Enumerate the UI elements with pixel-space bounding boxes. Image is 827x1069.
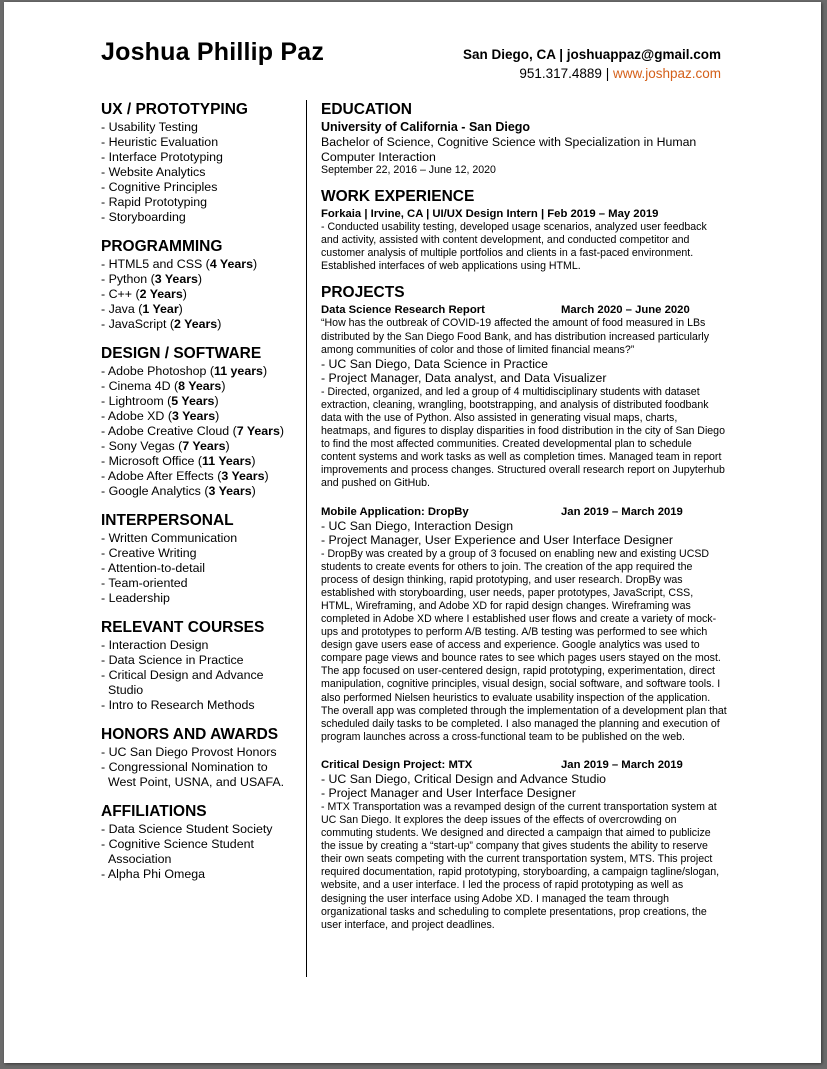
skill-item: - JavaScript (2 Years) bbox=[101, 317, 296, 332]
skill-label: Written Communication bbox=[108, 531, 238, 545]
skill-years: 3 Years bbox=[171, 409, 216, 423]
project-description: - DropBy was created by a group of 3 focused on enabling new and existing UCSD students to create events for others to join. The creation of the app required the process of design thinking, rapid prototyping, and user research. DropBy was established with storyboarding, user needs, paper prototypes, JavaScript, CSS, HTML, Wireframing, and Adobe XD for rapid design changes. Wireframing was completed in Adobe XD where I established user flows and create a variety of mock-ups and prototypes to perform A/B testing. A/B testing was performed to see which design gave users ease of access and experience. Google analytics was used to compare page views and bounce rates to see which pages users stayed on the most. The app focused on user-centered design, rapid prototyping, experimentation, direct manipulation, cognitive principles, visual design, social software, and software tools. I also performed Nielsen heuristics to evaluate usability inspection of the application. The overall app was completed through the implementation of a development plan that scheduled daily tasks to be completed. I also managed the planning and execution of program launches across a cross-functional team to be published on the web. bbox=[321, 547, 727, 743]
skill-label: Storyboarding bbox=[108, 210, 186, 224]
skill-label: Rapid Prototyping bbox=[108, 195, 208, 209]
right-column bbox=[321, 100, 727, 946]
contact-info bbox=[463, 45, 721, 83]
project-course: - UC San Diego, Data Science in Practice bbox=[321, 356, 548, 371]
project-name: Mobile Application: DropBy bbox=[321, 505, 469, 518]
left-section bbox=[101, 725, 296, 790]
project-role: - Project Manager, User Experience and User Interface Designer bbox=[321, 533, 673, 547]
skill-item: - Python (3 Years) bbox=[101, 272, 296, 287]
left-section-title: DESIGN / SOFTWARE bbox=[101, 345, 262, 362]
skill-item bbox=[101, 561, 296, 576]
skill-years: 7 Years bbox=[236, 424, 280, 438]
project-dates: Jan 2019 – March 2019 bbox=[561, 758, 683, 771]
work-description: - Conducted usability testing, developed usage scenarios, analyzed user feedback and activity, assisted with content development, and conducted competitor and customer analysis of multiple portfolios and clients in a fast-paced environment. Established interfaces of web applications using HTML. bbox=[321, 221, 707, 273]
skill-item: - Microsoft Office (11 Years) bbox=[101, 454, 296, 469]
skill-label: Attention-to-detail bbox=[107, 561, 206, 575]
skill-label: Cognitive Science Student Association bbox=[108, 837, 254, 866]
project-entry bbox=[321, 303, 727, 490]
project-question: “How has the outbreak of COVID-19 affected the amount of food measured in LBs distributed by the San Diego Food Bank, and has distribution increased particularly among communities of color and those of limited financial means?” bbox=[321, 317, 710, 356]
skill-item bbox=[101, 150, 296, 165]
column-divider bbox=[306, 100, 307, 977]
left-column bbox=[101, 100, 296, 894]
candidate-name: Joshua Phillip Paz bbox=[101, 38, 325, 66]
education-dates: September 22, 2016 – June 12, 2020 bbox=[321, 164, 496, 176]
skill-label: Critical Design and Advance Studio bbox=[108, 668, 264, 697]
skill-item: - Adobe Creative Cloud (7 Years) bbox=[101, 424, 296, 439]
work-section bbox=[321, 187, 727, 273]
left-section bbox=[101, 618, 296, 713]
skill-item bbox=[101, 135, 296, 150]
skill-item: - Adobe XD (3 Years) bbox=[101, 409, 296, 424]
skill-item bbox=[101, 546, 296, 561]
skill-years: 2 Years bbox=[139, 287, 183, 301]
project-entry bbox=[321, 505, 727, 744]
skill-years: 4 Years bbox=[209, 257, 253, 271]
left-section bbox=[101, 511, 296, 606]
skill-label: Interface Prototyping bbox=[108, 150, 223, 164]
left-section bbox=[101, 344, 296, 499]
skill-years: 11 years bbox=[214, 364, 263, 378]
skill-label: Data Science Student Society bbox=[108, 822, 273, 836]
project-entry bbox=[321, 758, 727, 932]
skill-item bbox=[101, 668, 296, 698]
left-section-title: RELEVANT COURSES bbox=[101, 619, 265, 636]
skill-item: - C++ (2 Years) bbox=[101, 287, 296, 302]
work-title: WORK EXPERIENCE bbox=[321, 188, 475, 206]
left-section-title: INTERPERSONAL bbox=[101, 512, 234, 529]
skill-item bbox=[101, 653, 296, 668]
skill-label: Team-oriented bbox=[108, 576, 188, 590]
left-section-list bbox=[101, 531, 296, 606]
project-role: - Project Manager and User Interface Designer bbox=[321, 786, 576, 801]
degree: Bachelor of Science, Cognitive Science with Specialization in Human Computer Interaction bbox=[321, 135, 697, 164]
skill-item: - Google Analytics (3 Years) bbox=[101, 484, 296, 499]
skill-years: 8 Years bbox=[178, 379, 222, 393]
skill-item: - Sony Vegas (7 Years) bbox=[101, 439, 296, 454]
left-section bbox=[101, 237, 296, 332]
skill-label: C++ bbox=[108, 287, 132, 301]
project-dates: March 2020 – June 2020 bbox=[561, 304, 690, 317]
skill-years: 5 Years bbox=[171, 394, 215, 408]
skill-label: HTML5 and CSS bbox=[108, 257, 203, 271]
skill-item bbox=[101, 837, 296, 867]
skill-label: Congressional Nomination to West Point, USNA, and USAFA. bbox=[108, 760, 285, 789]
skill-label: Adobe XD bbox=[107, 409, 165, 423]
skill-label: Python bbox=[108, 272, 148, 286]
skill-item bbox=[101, 822, 296, 837]
school-name: University of California - San Diego bbox=[321, 120, 531, 134]
skill-item bbox=[101, 120, 296, 135]
skill-label: Adobe After Effects bbox=[107, 469, 214, 483]
skill-item bbox=[101, 745, 296, 760]
skill-label: UC San Diego Provost Honors bbox=[108, 745, 277, 759]
skill-item bbox=[101, 760, 296, 790]
skill-label: Data Science in Practice bbox=[108, 653, 244, 667]
left-section-list bbox=[101, 822, 296, 882]
skill-item bbox=[101, 180, 296, 195]
project-course: - UC San Diego, Interaction Design bbox=[321, 518, 514, 533]
skill-item: - Java (1 Year) bbox=[101, 302, 296, 317]
left-section bbox=[101, 100, 296, 225]
project-name: Data Science Research Report bbox=[321, 304, 485, 317]
left-section-title: HONORS AND AWARDS bbox=[101, 726, 279, 743]
skill-label: Microsoft Office bbox=[108, 454, 195, 468]
skill-years: 3 Years bbox=[221, 469, 265, 483]
education-title: EDUCATION bbox=[321, 101, 412, 118]
skill-years: 2 Years bbox=[174, 317, 218, 331]
left-section-list bbox=[101, 257, 296, 332]
left-section-list bbox=[101, 638, 296, 713]
skill-item bbox=[101, 210, 296, 225]
skill-item bbox=[101, 165, 296, 180]
skill-label: Sony Vegas bbox=[108, 439, 175, 453]
skill-years: 3 Years bbox=[208, 484, 252, 498]
skill-item bbox=[101, 195, 296, 210]
skill-label: JavaScript bbox=[108, 317, 167, 331]
work-heading: Forkaia | Irvine, CA | UI/UX Design Intern | Feb 2019 – May 2019 bbox=[321, 208, 659, 221]
skill-label: Usability Testing bbox=[108, 120, 198, 134]
skill-item: - HTML5 and CSS (4 Years) bbox=[101, 257, 296, 272]
left-section-list bbox=[101, 364, 296, 499]
projects-section bbox=[321, 283, 727, 931]
left-section-title: PROGRAMMING bbox=[101, 238, 223, 255]
projects-list bbox=[321, 303, 727, 931]
project-role: - Project Manager, Data analyst, and Data Visualizer bbox=[321, 371, 607, 386]
left-section-title: AFFILIATIONS bbox=[101, 803, 207, 820]
skill-item bbox=[101, 638, 296, 653]
skill-item bbox=[101, 698, 296, 713]
location-email: San Diego, CA | joshuappaz@gmail.com bbox=[463, 47, 721, 62]
skill-label: Heuristic Evaluation bbox=[108, 135, 219, 149]
skill-item: - Cinema 4D (8 Years) bbox=[101, 379, 296, 394]
project-name: Critical Design Project: MTX bbox=[321, 758, 473, 771]
skill-label: Creative Writing bbox=[108, 546, 197, 560]
resume-page bbox=[4, 2, 821, 1063]
phone: 951.317.4889 | bbox=[519, 66, 613, 81]
left-section-list bbox=[101, 120, 296, 225]
project-course: - UC San Diego, Critical Design and Advance Studio bbox=[321, 771, 607, 786]
skill-item: - Lightroom (5 Years) bbox=[101, 394, 296, 409]
left-section-list bbox=[101, 745, 296, 790]
project-dates: Jan 2019 – March 2019 bbox=[561, 505, 683, 518]
website-link[interactable]: www.joshpaz.com bbox=[612, 66, 721, 81]
project-description: - Directed, organized, and led a group of 4 multidisciplinary students with dataset extraction, cleaning, wrangling, bootstrapping, and analysis of distributed foodbank data with the use of Python. Also assisted in generating visual maps, charts, heatmaps, and figures to display disparities in food distribution in the city of San Diego to find the most affected communities. Created developmental plan to schedule content systems and work tasks as well as completion times. Managed team in report improvements and process changes. Structured overall research report on Jupyterhub and pushed on GitHub. bbox=[321, 385, 725, 490]
skill-item bbox=[101, 591, 296, 606]
skill-years: 7 Years bbox=[182, 439, 226, 453]
skill-years: 1 Year bbox=[142, 302, 179, 316]
left-section-title: UX / PROTOTYPING bbox=[101, 101, 248, 118]
skill-label: Google Analytics bbox=[108, 484, 201, 498]
skill-label: Intro to Research Methods bbox=[108, 698, 255, 712]
skill-label: Cognitive Principles bbox=[108, 180, 218, 194]
skill-label: Lightroom bbox=[108, 394, 164, 408]
project-heading bbox=[321, 758, 727, 772]
skill-label: Cinema 4D bbox=[108, 379, 171, 393]
left-section bbox=[101, 802, 296, 882]
projects-title: PROJECTS bbox=[321, 284, 405, 302]
phone-website-line bbox=[463, 64, 721, 83]
project-description: - MTX Transportation was a revamped design of the current transportation system at UC San Diego. It explores the deep issues of the effects of overcrowding on commuting students. We designed and directed a campaign that aimed to publicize the issue by creating a “start-up” company that gives students the ability to reserve their own seats competing with the current transportation system, MTS. This project required documentation, rapid prototyping, storyboarding, a campaign tagline/slogan, website, and a user interface. I led the process of rapid prototyping as well as designing the user interface using Adobe XD. I managed the team through organizational tasks and scheduling to complete presentations, prop creations, the user interface, and project deadlines. bbox=[321, 800, 720, 931]
skill-label: Adobe Photoshop bbox=[107, 364, 207, 378]
skill-label: Website Analytics bbox=[108, 165, 206, 179]
skill-item bbox=[101, 576, 296, 591]
skill-item bbox=[101, 867, 296, 882]
skill-item: - Adobe After Effects (3 Years) bbox=[101, 469, 296, 484]
skill-item: - Adobe Photoshop (11 years) bbox=[101, 364, 296, 379]
education-section bbox=[321, 100, 727, 177]
skill-label: Leadership bbox=[108, 591, 170, 605]
project-heading bbox=[321, 505, 727, 519]
skill-label: Adobe Creative Cloud bbox=[107, 424, 230, 438]
skill-label: Alpha Phi Omega bbox=[107, 867, 206, 881]
skill-years: 11 Years bbox=[202, 454, 252, 468]
skill-years: 3 Years bbox=[154, 272, 198, 286]
skill-label: Java bbox=[108, 302, 135, 316]
project-heading bbox=[321, 303, 727, 317]
skill-label: Interaction Design bbox=[108, 638, 209, 652]
skill-item bbox=[101, 531, 296, 546]
